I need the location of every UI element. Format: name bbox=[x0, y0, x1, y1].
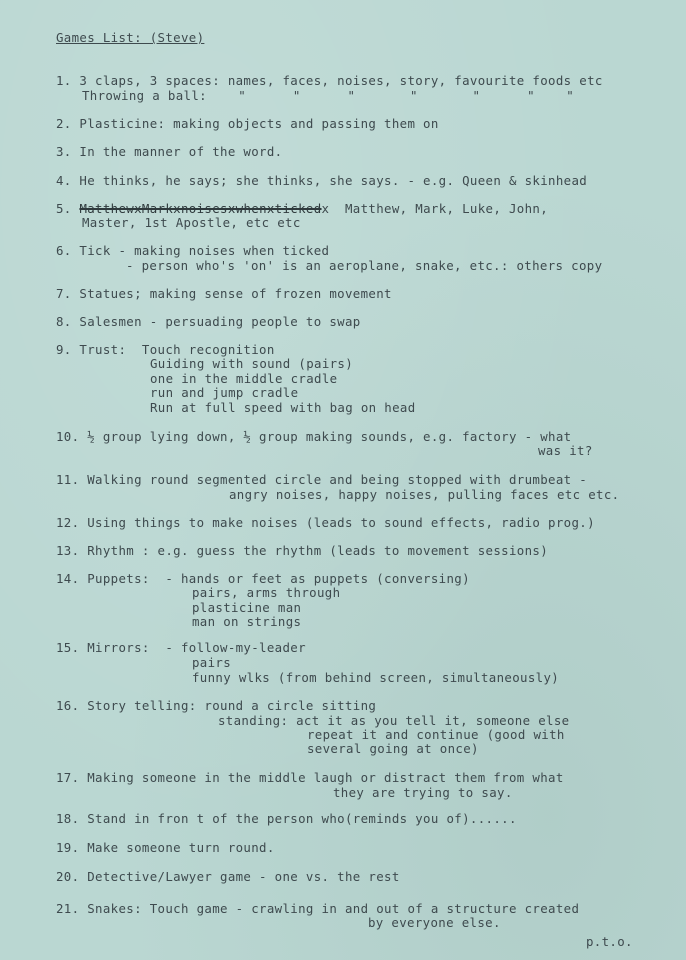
item-21-line-1: 21. Snakes: Touch game - crawling in and out of a structure created bbox=[56, 901, 580, 916]
item-2: 2. Plasticine: making objects and passing them on bbox=[56, 116, 439, 131]
item-3: 3. In the manner of the word. bbox=[56, 144, 283, 159]
item-9-line-3: one in the middle cradle bbox=[150, 371, 338, 386]
item-17-line-2: they are trying to say. bbox=[333, 785, 513, 800]
page-turn-note: p.t.o. bbox=[586, 934, 633, 949]
item-14-line-2: pairs, arms through bbox=[192, 585, 341, 600]
item-10-line-1: 10. ½ group lying down, ½ group making sounds, e.g. factory - what bbox=[56, 429, 572, 444]
item-14-line-3: plasticine man bbox=[192, 600, 302, 615]
item-16-line-1: 16. Story telling: round a circle sitting bbox=[56, 698, 377, 713]
item-11-line-2: angry noises, happy noises, pulling faces etc etc. bbox=[229, 487, 620, 502]
item-18: 18. Stand in fron t of the person who(reminds you of)...... bbox=[56, 811, 517, 826]
item-1-line-2: Throwing a ball: " " " " " " " bbox=[82, 88, 575, 103]
item-15-line-3: funny wlks (from behind screen, simultaneously) bbox=[192, 670, 560, 685]
item-14-line-1: 14. Puppets: - hands or feet as puppets (conversing) bbox=[56, 571, 470, 586]
item-15-line-2: pairs bbox=[192, 655, 232, 670]
item-1-line-1: 1. 3 claps, 3 spaces: names, faces, noises, story, favourite foods etc bbox=[56, 73, 603, 88]
item-16-line-4: several going at once) bbox=[307, 741, 479, 756]
page-title: Games List: (Steve) bbox=[56, 30, 205, 45]
item-5-line-2: Master, 1st Apostle, etc etc bbox=[82, 215, 301, 230]
item-9-line-1: 9. Trust: Touch recognition bbox=[56, 342, 275, 357]
item-11-line-1: 11. Walking round segmented circle and being stopped with drumbeat - bbox=[56, 472, 588, 487]
item-9-line-4: run and jump cradle bbox=[150, 385, 299, 400]
item-8: 8. Salesmen - persuading people to swap bbox=[56, 314, 361, 329]
item-9-line-5: Run at full speed with bag on head bbox=[150, 400, 416, 415]
item-16-line-3: repeat it and continue (good with bbox=[307, 727, 565, 742]
item-7: 7. Statues; making sense of frozen movement bbox=[56, 286, 392, 301]
item-4: 4. He thinks, he says; she thinks, she says. - e.g. Queen & skinhead bbox=[56, 173, 588, 188]
item-15-line-1: 15. Mirrors: - follow-my-leader bbox=[56, 640, 306, 655]
item-5-names: x Matthew, Mark, Luke, John, bbox=[321, 201, 549, 216]
item-6-line-1: 6. Tick - making noises when ticked bbox=[56, 243, 330, 258]
item-21-line-2: by everyone else. bbox=[368, 915, 501, 930]
item-10-line-2: was it? bbox=[538, 443, 593, 458]
item-14-line-4: man on strings bbox=[192, 614, 302, 629]
item-13: 13. Rhythm : e.g. guess the rhythm (leads to movement sessions) bbox=[56, 543, 549, 558]
item-6-line-2: - person who's 'on' is an aeroplane, snake, etc.: others copy bbox=[126, 258, 603, 273]
item-20: 20. Detective/Lawyer game - one vs. the rest bbox=[56, 869, 400, 884]
item-9-line-2: Guiding with sound (pairs) bbox=[150, 356, 354, 371]
item-19: 19. Make someone turn round. bbox=[56, 840, 275, 855]
item-5-number: 5. bbox=[56, 201, 72, 216]
item-17-line-1: 17. Making someone in the middle laugh or distract them from what bbox=[56, 770, 564, 785]
item-5-line-1 bbox=[56, 201, 548, 216]
item-5-struck-text: MatthewxMarkxnoisesxwhenxticked bbox=[79, 201, 322, 216]
item-12: 12. Using things to make noises (leads to sound effects, radio prog.) bbox=[56, 515, 595, 530]
item-16-line-2: standing: act it as you tell it, someone else bbox=[218, 713, 570, 728]
